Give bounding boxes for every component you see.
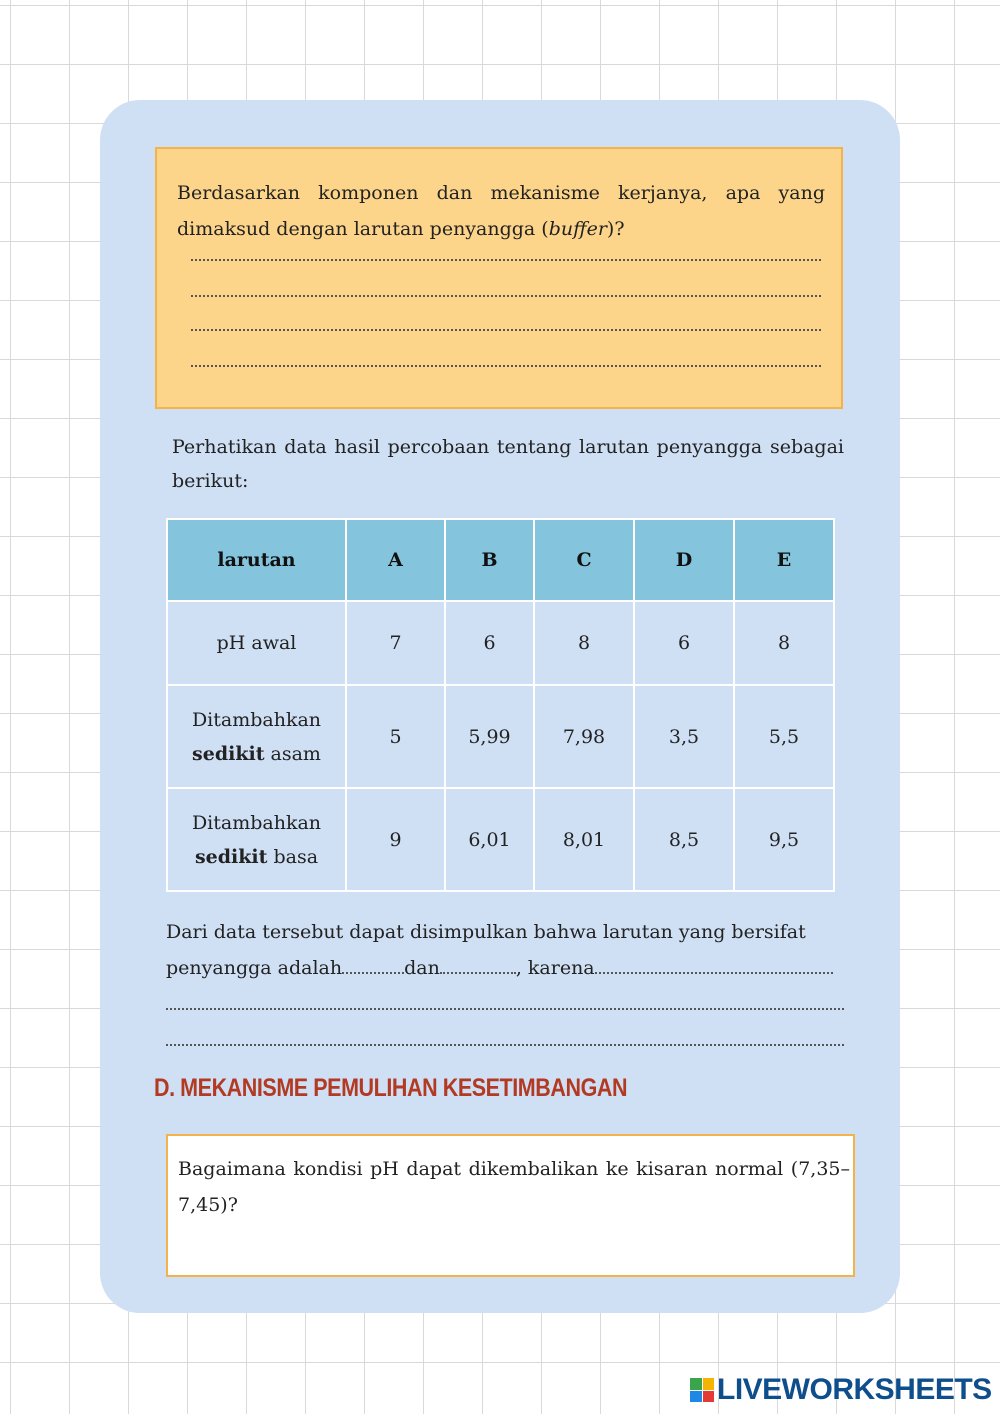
table-cell: 6 (445, 601, 534, 685)
answer-line-3[interactable] (191, 327, 821, 331)
table-row-ph-awal (167, 601, 834, 685)
conclusion-line-2: penyangga adalah dan , karena (166, 950, 844, 986)
table-row-asam (167, 685, 834, 788)
logo-icon (690, 1378, 714, 1402)
question-2-text: Bagaimana kondisi pH dapat dikembalikan ke kisaran normal (7,35–7,45)? (178, 1158, 850, 1216)
header-cell-a: A (346, 519, 445, 601)
table-cell: 6,01 (445, 788, 534, 891)
row-label: Ditambahkan sedikit asam (167, 685, 346, 788)
table-cell: 8 (534, 601, 634, 685)
blank-answer-2[interactable] (440, 950, 516, 974)
question-1-text: Berdasarkan komponen dan mekanisme kerjanya, apa yang dimaksud dengan larutan penyangga (buffer)? (177, 182, 825, 240)
table-cell: 5,5 (734, 685, 834, 788)
experiment-table (166, 518, 835, 892)
row-label: pH awal (167, 601, 346, 685)
table-cell: 8,5 (634, 788, 734, 891)
table-cell: 3,5 (634, 685, 734, 788)
section-heading: D. MEKANISME PEMULIHAN KESETIMBANGAN (154, 1074, 628, 1102)
table-cell: 9 (346, 788, 445, 891)
blank-reason-3[interactable] (166, 1022, 844, 1046)
header-cell-c: C (534, 519, 634, 601)
table-cell: 8 (734, 601, 834, 685)
table-cell: 6 (634, 601, 734, 685)
table-row-basa (167, 788, 834, 891)
answer-line-2[interactable] (191, 293, 821, 297)
header-cell-d: D (634, 519, 734, 601)
table-cell: 5 (346, 685, 445, 788)
conclusion-paragraph (166, 914, 844, 1058)
answer-line-1[interactable] (191, 257, 821, 261)
table-cell: 5,99 (445, 685, 534, 788)
conclusion-line-3 (166, 986, 844, 1022)
blank-reason-2[interactable] (166, 986, 844, 1010)
blank-reason-1[interactable] (595, 950, 833, 974)
answer-line-4[interactable] (191, 363, 821, 367)
header-cell-larutan: larutan (167, 519, 346, 601)
liveworksheets-logo (690, 1372, 992, 1408)
table-header-row (167, 519, 834, 601)
conclusion-line-4 (166, 1022, 844, 1058)
table-cell: 7,98 (534, 685, 634, 788)
table-cell: 7 (346, 601, 445, 685)
header-cell-e: E (734, 519, 834, 601)
conclusion-line-1: Dari data tersebut dapat disimpulkan bahwa larutan yang bersifat (166, 921, 806, 943)
table-cell: 9,5 (734, 788, 834, 891)
header-cell-b: B (445, 519, 534, 601)
table-cell: 8,01 (534, 788, 634, 891)
question-2-box[interactable] (166, 1134, 855, 1277)
logo-text: LIVEWORKSHEETS (717, 1373, 992, 1406)
blank-answer-1[interactable] (342, 950, 404, 974)
intro-text: Perhatikan data hasil percobaan tentang larutan penyangga sebagai berikut: (172, 436, 844, 492)
question-1-box (155, 147, 843, 409)
row-label: Ditambahkan sedikit basa (167, 788, 346, 891)
